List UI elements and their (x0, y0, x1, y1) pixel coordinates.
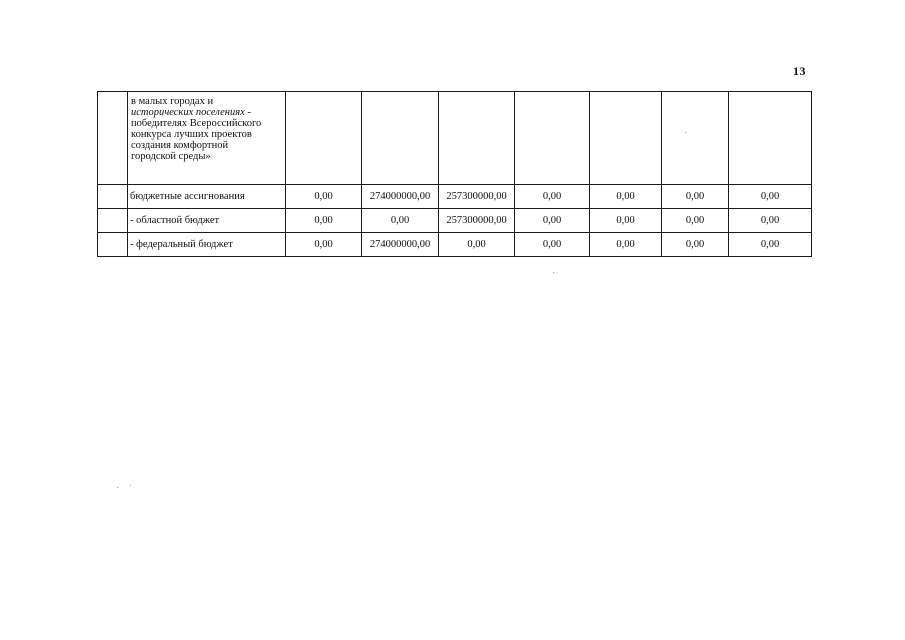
row-label: - областной бюджет (128, 209, 286, 233)
row-label: бюджетные ассигнования (128, 185, 286, 209)
value-cell (286, 92, 362, 185)
table-row-description (98, 92, 812, 185)
value-cell: 0,00 (439, 233, 515, 257)
value-cell (662, 92, 729, 185)
value-cell: 0,00 (662, 233, 729, 257)
value-cell: 0,00 (662, 185, 729, 209)
value-cell: 0,00 (662, 209, 729, 233)
table-row-budget-allocations (98, 185, 812, 209)
description-line: исторических поселениях - (131, 107, 251, 118)
value-cell: 0,00 (286, 185, 362, 209)
scan-speck (553, 272, 554, 273)
description-cell (128, 92, 286, 185)
value-cell: 0,00 (729, 233, 812, 257)
value-cell: 257300000,00 (439, 209, 515, 233)
value-cell: 0,00 (515, 185, 590, 209)
value-cell: 0,00 (590, 233, 662, 257)
row-number-cell (98, 185, 128, 209)
value-cell (362, 92, 439, 185)
value-cell: 0,00 (515, 209, 590, 233)
table-row-regional-budget (98, 209, 812, 233)
value-cell (439, 92, 515, 185)
value-cell (729, 92, 812, 185)
row-number-cell (98, 233, 128, 257)
value-cell (515, 92, 590, 185)
scan-speck (130, 485, 131, 486)
value-cell: 0,00 (515, 233, 590, 257)
description-line: победителях Всероссийского (131, 118, 262, 129)
page-number: 13 (793, 64, 806, 78)
value-cell: 257300000,00 (439, 185, 515, 209)
table-row-federal-budget (98, 233, 812, 257)
description-line: создания комфортной (131, 140, 229, 151)
value-cell: 0,00 (590, 185, 662, 209)
budget-table (97, 91, 812, 257)
value-cell (590, 92, 662, 185)
value-cell: 0,00 (590, 209, 662, 233)
value-cell: 0,00 (362, 209, 439, 233)
scan-speck (685, 132, 686, 133)
value-cell: 274000000,00 (362, 185, 439, 209)
scan-speck (117, 487, 118, 488)
value-cell: 0,00 (729, 209, 812, 233)
description-line: городской среды» (131, 151, 211, 162)
value-cell: 0,00 (286, 233, 362, 257)
row-label: - федеральный бюджет (128, 233, 286, 257)
description-line: конкурса лучших проектов (131, 129, 252, 140)
description-line: в малых городах и (131, 96, 214, 107)
row-number-cell (98, 209, 128, 233)
row-number-cell (98, 92, 128, 185)
value-cell: 274000000,00 (362, 233, 439, 257)
value-cell: 0,00 (729, 185, 812, 209)
value-cell: 0,00 (286, 209, 362, 233)
